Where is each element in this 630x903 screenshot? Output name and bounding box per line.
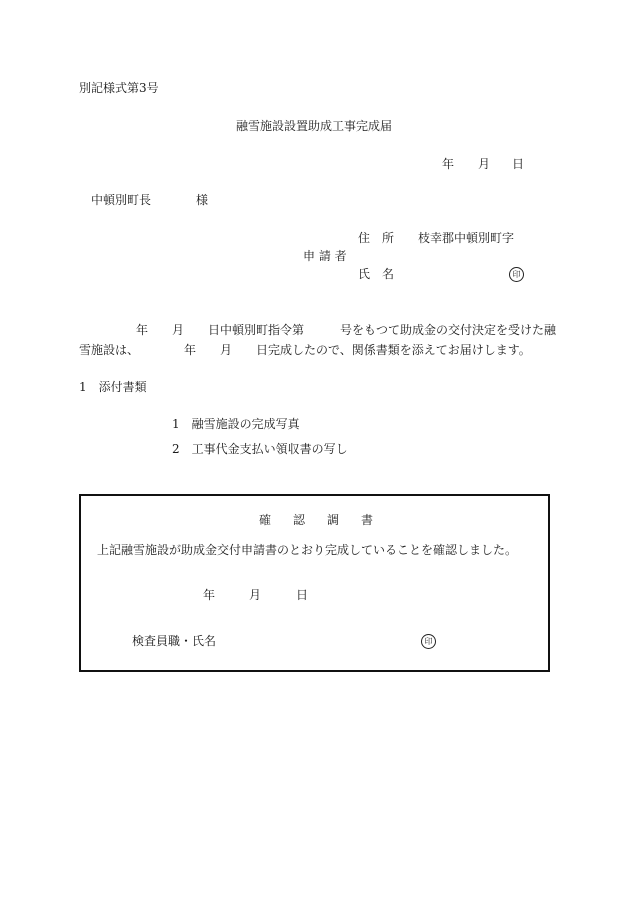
applicant-label: 申 請 者 xyxy=(303,249,347,263)
seal-mark: 印 xyxy=(509,267,524,282)
address-label: 住 所 xyxy=(358,231,395,245)
body-line2-start: 雪施設は、 xyxy=(79,343,140,357)
seal-mark: 印 xyxy=(421,634,436,649)
body-line1-text: 日中頓別町指令第 号をもつて助成金の交付決定を受けた融 xyxy=(208,323,557,337)
body-month-label: 月 xyxy=(172,323,185,337)
confirm-day-label: 日 xyxy=(296,588,309,602)
confirmation-title: 確認調書 xyxy=(259,513,396,527)
body-line2-text: 日完成したので、関係書類を添えてお届けします。 xyxy=(256,343,531,357)
attachment-item: 2 工事代金支払い領収書の写し xyxy=(172,442,348,456)
addressee-name: 中頓別町長 xyxy=(91,193,152,207)
attachments-heading: 1 添付書類 xyxy=(79,380,147,394)
date-day-label: 日 xyxy=(512,157,525,171)
name-label: 氏 名 xyxy=(358,267,395,281)
date-year-label: 年 xyxy=(442,157,455,171)
form-number: 別記様式第3号 xyxy=(79,81,159,95)
body-line2-month: 月 xyxy=(220,343,233,357)
confirm-month-label: 月 xyxy=(249,588,262,602)
body-year-label: 年 xyxy=(136,323,149,337)
document-title: 融雪施設設置助成工事完成届 xyxy=(236,119,393,133)
attachment-item: 1 融雪施設の完成写真 xyxy=(172,417,300,431)
body-line2-year: 年 xyxy=(184,343,197,357)
confirmation-text: 上記融雪施設が助成金交付申請書のとおり完成していることを確認しました。 xyxy=(97,543,518,557)
addressee-honorific: 様 xyxy=(196,193,209,207)
confirm-year-label: 年 xyxy=(203,588,216,602)
inspector-label: 検査員職・氏名 xyxy=(132,634,217,648)
address-value: 枝幸郡中頓別町字 xyxy=(418,231,515,245)
date-month-label: 月 xyxy=(478,157,491,171)
